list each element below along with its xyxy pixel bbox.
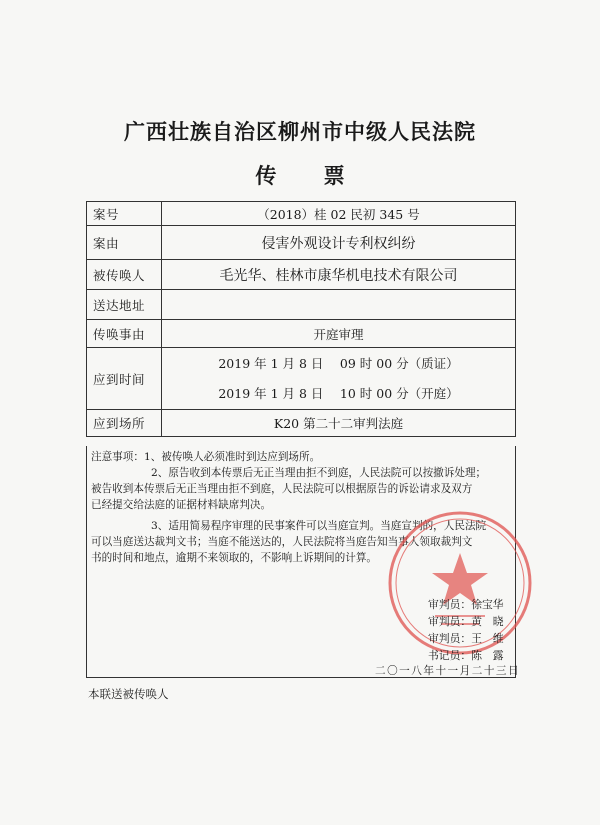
signature-clerk: 书记员：陈 露 bbox=[428, 649, 504, 662]
row-place bbox=[87, 410, 516, 437]
sig-name: 黄 晓 bbox=[471, 615, 504, 628]
cause-label: 案由 bbox=[87, 226, 162, 260]
time-value-2: 2019 年 1 月 8 日 10 时 00 分（开庭） bbox=[218, 385, 459, 401]
signature-judge-2: 审判员：黄 晓 bbox=[428, 615, 504, 628]
cause-value: 侵害外观设计专利权纠纷 bbox=[162, 226, 516, 260]
row-reason bbox=[87, 320, 516, 348]
row-case-no bbox=[87, 202, 516, 226]
note-line-2: 2、原告收到本传票后无正当理由拒不到庭，人民法院可以按撤诉处理； bbox=[151, 467, 487, 479]
case-no-value: （2018）桂 02 民初 345 号 bbox=[162, 202, 516, 226]
reason-label: 传唤事由 bbox=[87, 320, 162, 348]
issue-date: 二〇一八年十一月二十三日 bbox=[375, 665, 521, 677]
place-label: 应到场所 bbox=[87, 410, 162, 437]
sig-name: 陈 露 bbox=[471, 649, 504, 662]
summons-table bbox=[86, 201, 516, 437]
summoned-label: 被传唤人 bbox=[87, 260, 162, 290]
document-title: 传 票 bbox=[255, 163, 365, 188]
sig-role: 审判员 bbox=[428, 632, 461, 645]
case-no-label: 案号 bbox=[87, 202, 162, 226]
note-line-4: 已经提交给法庭的证据材料缺席判决。 bbox=[91, 499, 272, 511]
time-label: 应到时间 bbox=[87, 348, 162, 410]
place-value: K20 第二十二审判法庭 bbox=[162, 410, 516, 437]
summoned-value: 毛光华、桂林市康华机电技术有限公司 bbox=[162, 260, 516, 290]
copy-note: 本联送被传唤人 bbox=[88, 687, 169, 701]
time-values bbox=[162, 348, 516, 410]
court-name: 广西壮族自治区柳州市中级人民法院 bbox=[124, 119, 476, 144]
reason-value: 开庭审理 bbox=[162, 320, 516, 348]
signature-judge-1: 审判员：徐宝华 bbox=[428, 598, 504, 611]
sig-role: 审判员 bbox=[428, 615, 461, 628]
row-time bbox=[87, 348, 516, 410]
note-line-1: 注意事项：1、被传唤人必须准时到达应到场所。 bbox=[91, 451, 321, 463]
sig-role: 审判员 bbox=[428, 598, 461, 611]
signature-judge-3: 审判员：王 维 bbox=[428, 632, 504, 645]
address-label: 送达地址 bbox=[87, 290, 162, 320]
sig-name: 王 维 bbox=[471, 632, 504, 645]
note-line-6: 可以当庭送达裁判文书；当庭不能送达的，人民法院将当庭告知当事人领取裁判文 bbox=[91, 536, 473, 548]
row-summoned bbox=[87, 260, 516, 290]
sig-name: 徐宝华 bbox=[471, 598, 504, 611]
row-cause bbox=[87, 226, 516, 260]
note-line-3: 被告收到本传票后无正当理由拒不到庭，人民法院可以根据原告的诉讼请求及双方 bbox=[91, 483, 473, 495]
row-address bbox=[87, 290, 516, 320]
time-value-1: 2019 年 1 月 8 日 09 时 00 分（质证） bbox=[218, 355, 459, 371]
note-line-5: 3、适用简易程序审理的民事案件可以当庭宣判。当庭宣判的，人民法院 bbox=[151, 520, 487, 532]
note-line-7: 书的时间和地点，逾期不来领取的，不影响上诉期间的计算。 bbox=[91, 552, 378, 564]
sig-role: 书记员 bbox=[428, 649, 461, 662]
address-value bbox=[162, 290, 516, 320]
